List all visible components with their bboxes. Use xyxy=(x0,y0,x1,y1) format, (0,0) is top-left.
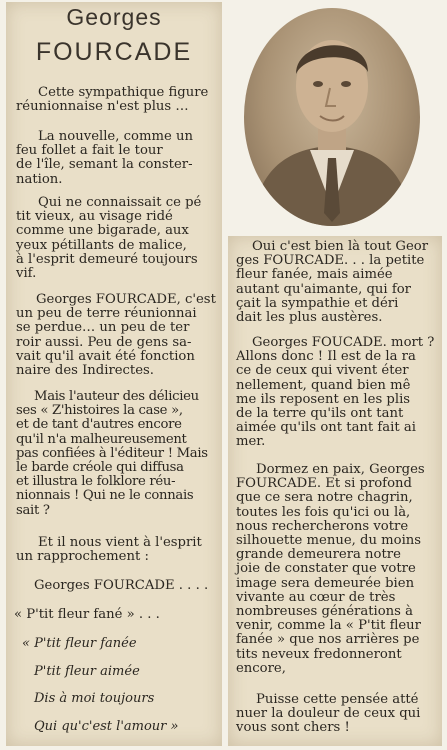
text-line: fanée » que nos arrières pe xyxy=(236,632,420,648)
text-line: tits neveux fredonneront xyxy=(236,646,402,662)
text-line: ce de ceux qui vivent éter xyxy=(236,363,409,379)
left-paragraph-1 xyxy=(16,86,216,114)
text-line: et de tant d'autres encore xyxy=(16,417,182,433)
poem-line: P'tit fleur aimée xyxy=(34,664,140,679)
text-line: un peu de terre réunionnai xyxy=(16,306,197,322)
text-line: se perdue… un peu de ter xyxy=(16,320,190,336)
text-line: qu'il n'a malheureusement xyxy=(16,431,187,447)
text-line: me ils reposent en les plis xyxy=(236,391,411,407)
right-paragraph-4 xyxy=(236,693,436,736)
text-line: de l'île, semant la conster- xyxy=(16,157,193,173)
text-line: Allons donc ! Il est de la ra xyxy=(236,349,416,365)
text-line: de la terre qu'ils ont tant xyxy=(236,406,404,422)
text-line: Georges FOUCADE. mort ? xyxy=(252,335,435,350)
text-line: Oui c'est bien là tout Geor xyxy=(252,239,429,254)
text-line: vait qu'il avait été fonction xyxy=(16,348,195,364)
text-line: et illustra le folklore réu- xyxy=(16,474,176,490)
text-line: Puisse cette pensée atté xyxy=(256,692,419,707)
left-paragraph-5 xyxy=(16,390,216,518)
text-line: venir, comme la « P'tit fleur xyxy=(236,618,421,634)
text-line: vivante au cœur de très xyxy=(236,589,396,605)
article-title-first-name: Georges xyxy=(66,4,162,30)
text-line: La nouvelle, comme un xyxy=(38,129,193,144)
article-title-last-name: FOURCADE xyxy=(35,38,193,66)
right-paragraph-3 xyxy=(236,463,436,676)
text-line: yeux pétillants de malice, xyxy=(16,237,187,253)
text-line: Cette sympathique figure xyxy=(38,85,209,100)
left-paragraph-6 xyxy=(16,536,216,564)
text-line: un rapprochement : xyxy=(16,549,149,565)
text-line: ges FOURCADE. . . la petite xyxy=(236,253,425,269)
portrait-figure xyxy=(244,8,420,226)
text-line: Dormez en paix, Georges xyxy=(256,462,425,477)
left-paragraph-3 xyxy=(16,196,216,281)
text-line: réunionnaise n'est plus … xyxy=(16,99,189,115)
text-line: toutes les fois qu'ici ou là, xyxy=(236,504,411,520)
text-line: vous sont chers ! xyxy=(236,720,350,736)
text-line: Mais l'auteur des délicieu xyxy=(34,389,199,404)
left-name-line: Georges FOURCADE . . . . xyxy=(34,578,209,593)
text-line: nombreuses générations à xyxy=(236,604,413,620)
text-line: nellement, quand bien mê xyxy=(236,377,411,393)
text-line: fleur fanée, mais aimée xyxy=(236,267,393,283)
poem-line: Dis à moi toujours xyxy=(34,691,155,706)
text-line: roir aussi. Peu de gens sa- xyxy=(16,334,192,350)
right-paragraph-1 xyxy=(236,240,436,325)
text-line: vif. xyxy=(16,266,37,282)
text-line: mer. xyxy=(236,434,266,450)
text-line: que ce sera notre chagrin, xyxy=(236,490,413,506)
poem-line: Qui qu'c'est l'amour » xyxy=(34,719,179,734)
text-line: Et il nous vient à l'esprit xyxy=(38,535,202,550)
text-line: Qui ne connaissait ce pé xyxy=(38,195,202,210)
portrait-photo xyxy=(244,8,420,226)
text-line: aimée qu'ils ont tant fait ai xyxy=(236,420,416,436)
text-line: sait ? xyxy=(16,502,50,518)
text-line: autant qu'aimante, qui for xyxy=(236,281,411,297)
text-line: silhouette menue, du moins xyxy=(236,533,422,549)
text-line: comme une bigarade, aux xyxy=(16,223,189,239)
text-line: FOURCADE. Et si profond xyxy=(236,476,412,492)
left-paragraph-2 xyxy=(16,130,216,187)
text-line: tit vieux, au visage ridé xyxy=(16,209,173,225)
text-line: çait la sympathie et déri xyxy=(236,295,399,311)
text-line: grande demeurera notre xyxy=(236,547,401,563)
text-line: le barde créole qui diffusa xyxy=(16,460,184,476)
left-song-line: « P'tit fleur fané » . . . xyxy=(14,607,160,622)
left-paragraph-4 xyxy=(16,293,216,378)
text-line: nation. xyxy=(16,171,63,187)
text-line: image sera demeurée bien xyxy=(236,575,415,591)
text-line: feu follet a fait le tour xyxy=(16,143,163,159)
text-line: Georges FOURCADE, c'est xyxy=(36,292,216,307)
text-line: nuer la douleur de ceux qui xyxy=(236,706,421,722)
text-line: encore, xyxy=(236,660,286,676)
right-paragraph-2 xyxy=(236,336,436,450)
text-line: pas confiées à l'éditeur ! Mais xyxy=(16,445,208,461)
text-line: nous rechercherons votre xyxy=(236,518,409,534)
text-line: nionnais ! Qui ne le connais xyxy=(16,488,194,504)
text-line: à l'esprit demeuré toujours xyxy=(16,251,198,267)
text-line: ses « Z'histoires la case », xyxy=(16,403,183,419)
poem-line: « P'tit fleur fanée xyxy=(22,636,137,651)
text-line: naire des Indirectes. xyxy=(16,363,154,379)
text-line: dait les plus austères. xyxy=(236,310,383,326)
text-line: joie de constater que votre xyxy=(236,561,416,577)
